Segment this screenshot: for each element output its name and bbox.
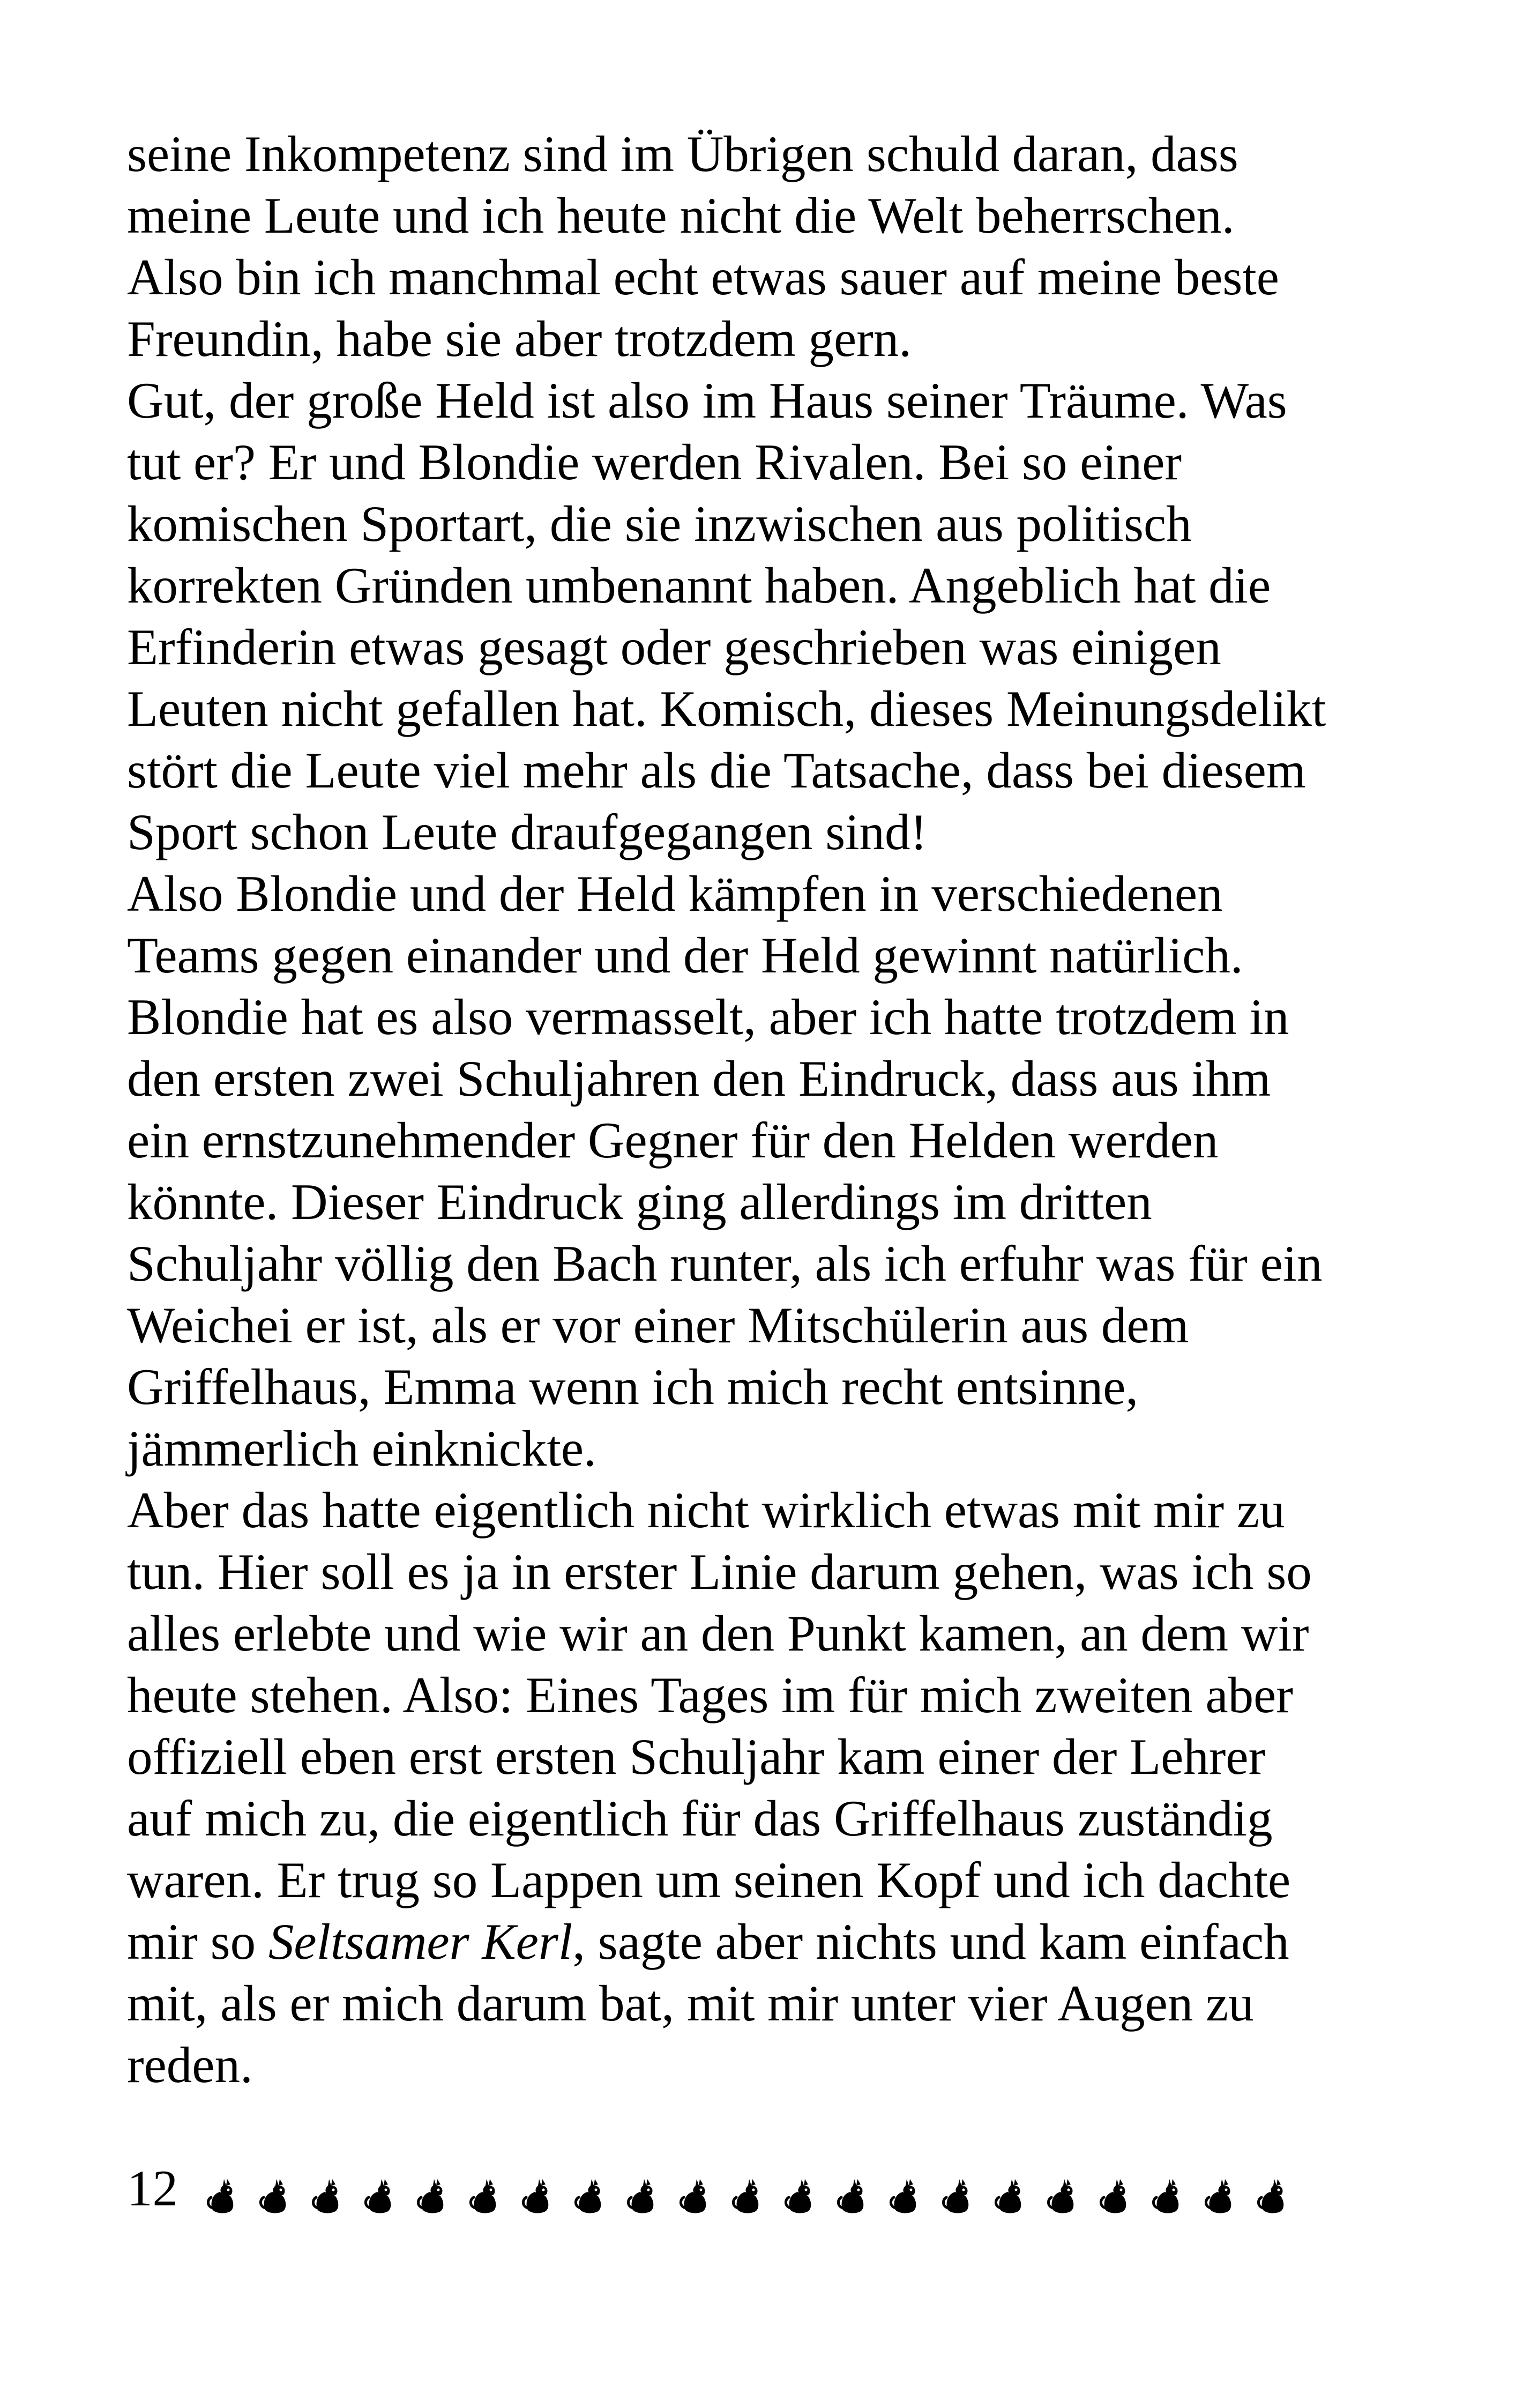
text-line: Blondie hat es also vermasselt, aber ich hatte trotzdem in bbox=[127, 989, 1289, 1045]
text-line: Sport schon Leute draufgegangen sind! bbox=[127, 804, 928, 860]
text-line: reden. bbox=[127, 2037, 253, 2093]
text-line: Also bin ich manchmal echt etwas sauer auf meine beste bbox=[127, 249, 1279, 306]
cat-icon bbox=[519, 2158, 559, 2219]
cat-icon bbox=[571, 2158, 612, 2219]
cat-icon bbox=[256, 2158, 297, 2219]
cat-icon bbox=[886, 2158, 927, 2219]
text-line: auf mich zu, die eigentlich für das Griffelhaus zuständig bbox=[127, 1790, 1273, 1847]
text-segment: mir so bbox=[127, 1913, 268, 1970]
text-line: waren. Er trug so Lappen um seinen Kopf und ich dachte bbox=[127, 1852, 1291, 1908]
text-line: Erfinderin etwas gesagt oder geschrieben was einigen bbox=[127, 619, 1221, 675]
cat-icon bbox=[676, 2158, 717, 2219]
text-line: könnte. Dieser Eindruck ging allerdings im dritten bbox=[127, 1173, 1152, 1230]
cat-icon bbox=[624, 2158, 665, 2219]
text-line: komischen Sportart, die sie inzwischen aus politisch bbox=[127, 495, 1192, 552]
text-line: den ersten zwei Schuljahren den Eindruck, dass aus ihm bbox=[127, 1050, 1271, 1107]
text-line: Teams gegen einander und der Held gewinnt natürlich. bbox=[127, 927, 1243, 984]
text-line: meine Leute und ich heute nicht die Welt beherrschen. bbox=[127, 187, 1235, 244]
cat-icon bbox=[466, 2158, 507, 2219]
cat-icon bbox=[1044, 2158, 1085, 2219]
cat-icon bbox=[729, 2158, 770, 2219]
text-line-with-italic bbox=[127, 1911, 1424, 1973]
text-line: ein ernstzunehmender Gegner für den Helden werden bbox=[127, 1112, 1219, 1169]
cat-icon bbox=[414, 2158, 454, 2219]
text-line: Aber das hatte eigentlich nicht wirklich etwas mit mir zu bbox=[127, 1482, 1285, 1539]
cat-icon bbox=[204, 2158, 244, 2219]
text-line: Freundin, habe sie aber trotzdem gern. bbox=[127, 310, 912, 367]
text-line: stört die Leute viel mehr als die Tatsache, dass bei diesem bbox=[127, 742, 1306, 799]
text-line: seine Inkompetenz sind im Übrigen schuld daran, dass bbox=[127, 125, 1238, 182]
italic-phrase: Seltsamer Kerl bbox=[268, 1913, 573, 1970]
text-segment: , sagte aber nichts und kam einfach bbox=[572, 1913, 1289, 1970]
cat-icon bbox=[1254, 2158, 1295, 2219]
text-line: jämmerlich einknickte. bbox=[127, 1420, 596, 1477]
cat-icon bbox=[361, 2158, 402, 2219]
cat-icon bbox=[834, 2158, 875, 2219]
text-line: korrekten Gründen umbenannt haben. Angeblich hat die bbox=[127, 557, 1271, 614]
page-number: 12 bbox=[127, 2160, 178, 2217]
text-line: Weichei er ist, als er vor einer Mitschülerin aus dem bbox=[127, 1297, 1189, 1354]
text-line: offiziell eben erst ersten Schuljahr kam einer der Lehrer bbox=[127, 1728, 1266, 1785]
text-line: Griffelhaus, Emma wenn ich mich recht entsinne, bbox=[127, 1358, 1139, 1415]
page-footer bbox=[127, 2158, 1424, 2219]
cat-icon bbox=[991, 2158, 1032, 2219]
text-line: tun. Hier soll es ja in erster Linie darum gehen, was ich so bbox=[127, 1543, 1312, 1600]
body-text bbox=[127, 123, 1424, 2096]
text-line: Gut, der große Held ist also im Haus seiner Träume. Was bbox=[127, 372, 1287, 429]
text-line: tut er? Er und Blondie werden Rivalen. Bei so einer bbox=[127, 434, 1182, 490]
text-line: Leuten nicht gefallen hat. Komisch, dieses Meinungsdelikt bbox=[127, 680, 1326, 737]
text-line: alles erlebte und wie wir an den Punkt kamen, an dem wir bbox=[127, 1605, 1309, 1662]
cat-icon bbox=[939, 2158, 980, 2219]
text-line: mit, als er mich darum bat, mit mir unter vier Augen zu bbox=[127, 1975, 1254, 2032]
cat-icon bbox=[781, 2158, 822, 2219]
text-line: Schuljahr völlig den Bach runter, als ich erfuhr was für ein bbox=[127, 1235, 1323, 1292]
cat-icon bbox=[1149, 2158, 1190, 2219]
ornament-row bbox=[204, 2158, 1307, 2219]
cat-icon bbox=[1201, 2158, 1242, 2219]
text-line: heute stehen. Also: Eines Tages im für mich zweiten aber bbox=[127, 1667, 1293, 1723]
cat-icon bbox=[309, 2158, 349, 2219]
text-line: Also Blondie und der Held kämpfen in verschiedenen bbox=[127, 865, 1223, 922]
cat-icon bbox=[1096, 2158, 1137, 2219]
